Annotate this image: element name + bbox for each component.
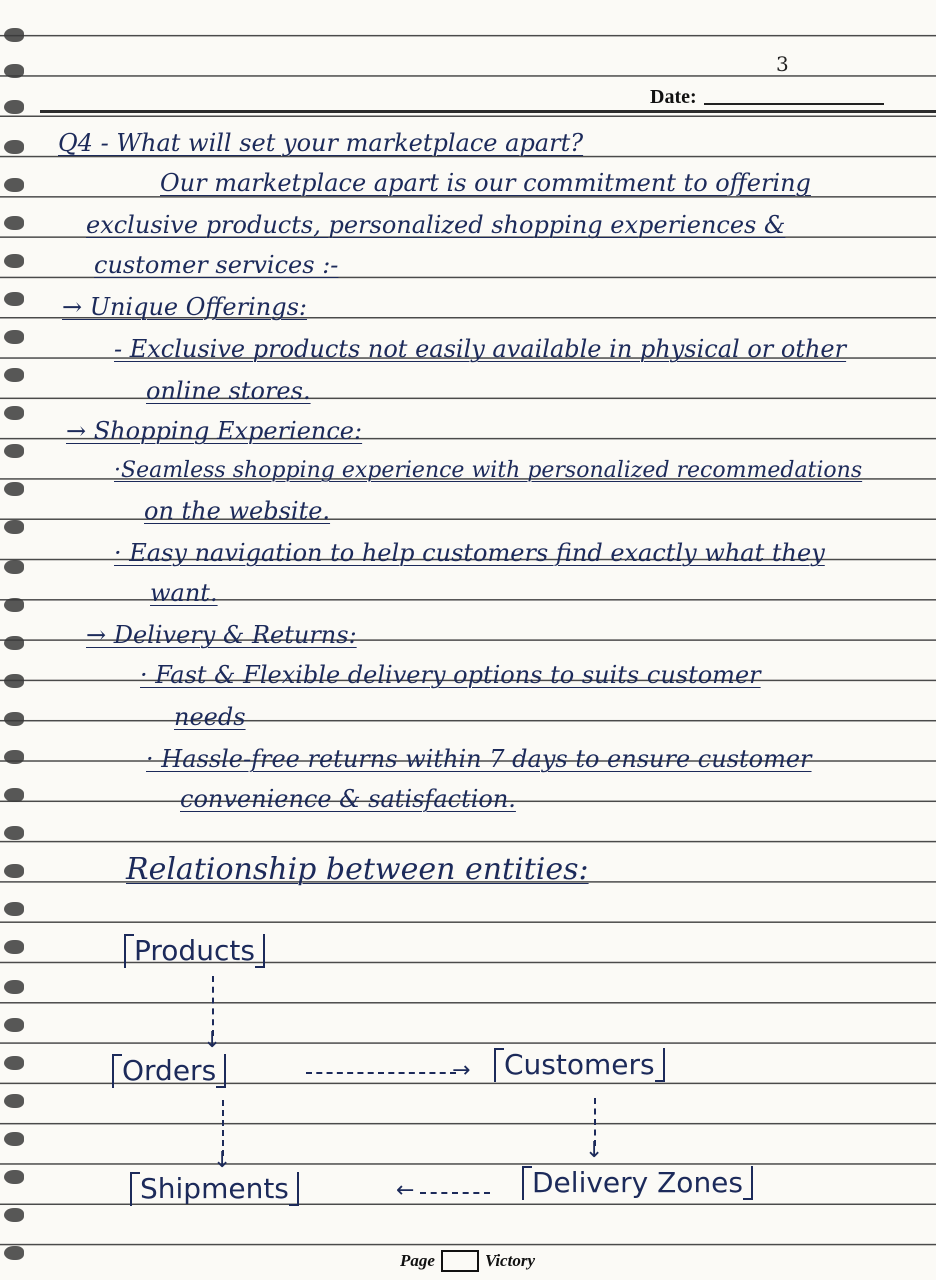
entity-delivery-zones: Delivery Zones [522, 1166, 753, 1200]
arrow-down-icon: ↓ [203, 1028, 222, 1053]
entity-shipments: Shipments [130, 1172, 299, 1206]
bullet-text: · Hassle-free returns within 7 days to ensure customer [146, 745, 812, 773]
intro-line-1: Our marketplace apart is our commitment to offering [160, 169, 811, 197]
date-line [704, 103, 884, 105]
section-heading-shopping-experience: → Shopping Experience: [66, 417, 363, 445]
bullet-text: · Fast & Flexible delivery options to suits customer [140, 661, 761, 689]
footer-brand: Victory [484, 1251, 535, 1270]
footer-page-box [441, 1250, 479, 1272]
entity-customers: Customers [494, 1048, 665, 1082]
entity-products: Products [124, 934, 265, 968]
arrow-left-icon: ← [396, 1178, 415, 1203]
question-text: Q4 - What will set your marketplace apart? [58, 129, 584, 157]
bullet-continuation: want. [150, 579, 218, 607]
bullet-continuation: online stores. [146, 377, 311, 405]
connector-products-orders [212, 976, 214, 1036]
page-number: 3 [776, 52, 789, 76]
intro-line-2: exclusive products, personalized shopping experiences & [86, 211, 786, 239]
spiral-binding [0, 0, 36, 1280]
intro-line-3: customer services :- [94, 251, 339, 279]
header-rule [40, 110, 936, 113]
connector-orders-customers [306, 1072, 456, 1074]
page-footer [400, 1250, 535, 1272]
date-label: Date: [650, 86, 697, 108]
bullet-text: ·Seamless shopping experience with personalized recommedations [114, 458, 863, 483]
arrow-down-icon: ↓ [585, 1138, 604, 1163]
connector-zones-shipments [420, 1192, 490, 1194]
entity-orders: Orders [112, 1054, 226, 1088]
bullet-continuation: convenience & satisfaction. [180, 785, 516, 813]
bullet-continuation: needs [174, 703, 246, 731]
section-heading-unique-offerings: → Unique Offerings: [62, 293, 308, 321]
arrow-right-icon: → [452, 1058, 471, 1083]
arrow-down-icon: ↓ [213, 1148, 232, 1173]
bullet-text: - Exclusive products not easily available in physical or other [114, 335, 847, 363]
footer-page-label: Page [400, 1251, 435, 1270]
bullet-continuation: on the website. [144, 497, 331, 525]
relationship-title: Relationship between entities: [126, 852, 589, 887]
bullet-text: · Easy navigation to help customers find exactly what they [114, 539, 825, 567]
section-heading-delivery-returns: → Delivery & Returns: [86, 621, 357, 649]
